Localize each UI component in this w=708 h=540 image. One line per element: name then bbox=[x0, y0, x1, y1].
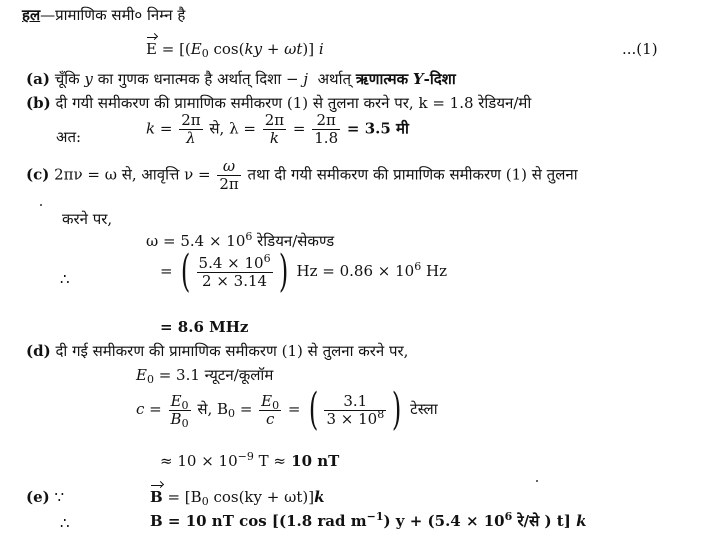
speck-2 bbox=[536, 480, 538, 482]
equation-tag: ...(1) bbox=[622, 40, 658, 58]
part-b-text: दी गयी समीकरण की प्रामाणिक समीकरण (1) से तुलना करने पर, bbox=[55, 94, 414, 112]
wavelength-line bbox=[146, 112, 409, 147]
approx-text: ≈ 10 × 10 bbox=[160, 452, 238, 470]
approx-line bbox=[160, 452, 339, 470]
part-d-text: दी गई समीकरण की प्रामाणिक समीकरण (1) से तुलना करने पर, bbox=[55, 342, 409, 360]
final-unit-k: k bbox=[576, 512, 587, 530]
unit-vector-k: k bbox=[314, 488, 325, 506]
frac-freq: $\frac{5.4 \times 10^6}{2 \times 3.14}$ bbox=[198, 251, 271, 290]
speck bbox=[40, 204, 42, 206]
final-answer bbox=[150, 512, 586, 530]
omega-line bbox=[146, 232, 334, 250]
freq-eq: = bbox=[160, 262, 173, 280]
wavelength-result: = 3.5 मी bbox=[346, 119, 409, 138]
b-vector-line bbox=[150, 488, 324, 506]
part-c-t2: तथा दी गयी समीकरण की प्रामाणिक समीकरण (1) से तुलना bbox=[247, 165, 578, 184]
heading-text: प्रामाणिक समी० निम्न है bbox=[55, 6, 186, 24]
part-b-kval: k = 1.8 रेडियन/मी bbox=[418, 94, 532, 112]
part-a-t2: का गुणक धनात्मक है अर्थात् दिशा bbox=[97, 70, 282, 88]
atah-mid: से, λ = bbox=[209, 119, 256, 138]
freq-rest-exp: 6 bbox=[414, 260, 422, 273]
part-a-t3: अर्थात् bbox=[317, 70, 352, 88]
final-exp2: 6 bbox=[504, 510, 513, 523]
therefore-symbol: ∴ bbox=[60, 270, 70, 288]
part-c-t1: 2πν = ω से, आवृत्ति ν = bbox=[54, 165, 211, 184]
e0-sub: 0 bbox=[146, 373, 154, 386]
part-a-var: y bbox=[84, 70, 93, 88]
part-a-direction-word: -दिशा bbox=[423, 70, 456, 88]
approx-t: T ≈ bbox=[253, 452, 286, 470]
solution-heading bbox=[22, 6, 185, 24]
final-text: B = 10 nT cos [(1.8 rad m bbox=[150, 512, 367, 530]
final-exp: −1 bbox=[366, 510, 384, 523]
eq1-arg: ky + ωt bbox=[244, 40, 303, 58]
part-a-y: Y bbox=[412, 70, 424, 88]
part-d-label: (d) bbox=[26, 342, 51, 360]
atah-label: अत: bbox=[56, 128, 82, 146]
frac-e0-c: $\frac{E_0}{c}$ bbox=[261, 391, 280, 428]
final-rest: ) y + (5.4 × 10 bbox=[383, 512, 505, 530]
eq1-part-b: cos( bbox=[208, 40, 245, 58]
freq-unit: Hz bbox=[421, 262, 447, 280]
frac-2pi-k: $\frac{2\pi}{k}$ bbox=[264, 111, 285, 147]
omega-text: ω = 5.4 × 10 bbox=[146, 232, 246, 250]
part-a-direction: − j bbox=[286, 70, 309, 88]
cline-eq2: = bbox=[287, 400, 301, 418]
b-vector: B bbox=[150, 488, 163, 506]
part-c bbox=[26, 158, 578, 193]
e-vector: E bbox=[146, 40, 157, 58]
part-d bbox=[26, 342, 408, 360]
part-e-rest: cos(ky + ωt)] bbox=[208, 488, 315, 506]
part-c-label: (c) bbox=[26, 165, 50, 184]
eq1-e0-sub: 0 bbox=[201, 47, 209, 60]
approx-result: 10 nT bbox=[285, 452, 340, 470]
part-b bbox=[26, 94, 531, 112]
cline-mid-sub: 0 bbox=[228, 407, 236, 420]
cline-mid: से, B bbox=[197, 400, 229, 418]
e0-line bbox=[136, 366, 273, 384]
because-symbol: ∵ bbox=[54, 488, 65, 506]
omega-unit: रेडियन/सेकण्ड bbox=[252, 232, 335, 250]
frac-2pi-lambda: $\frac{2\pi}{\lambda}$ bbox=[181, 111, 201, 147]
magnetic-field-line: c = $\frac{E_0}{B_0}$ से, $B_0$ = $\frac{E_0}{c}$ = ( $\frac{3.1}{3 \times 10^8}$ ) टेस्ला bbox=[136, 384, 438, 435]
part-a bbox=[26, 70, 456, 88]
freq-rest: Hz = 0.86 × 10 bbox=[296, 262, 415, 280]
frac-3-1: $\frac{3.1}{3 \times 10^8}$ bbox=[326, 391, 385, 428]
part-a-negative: ऋणात्मक bbox=[355, 70, 409, 88]
frac-2pi-18: $\frac{2\pi}{1.8}$ bbox=[314, 111, 339, 147]
heading-dash: — bbox=[40, 6, 56, 24]
therefore-symbol-2: ∴ bbox=[60, 514, 70, 532]
approx-exp: −9 bbox=[237, 450, 254, 463]
atah-eq: = bbox=[292, 119, 306, 138]
equation-1 bbox=[146, 40, 324, 58]
unit-vector-i: i bbox=[318, 40, 324, 58]
atah-k: k = bbox=[146, 119, 173, 138]
part-e-label: (e) bbox=[26, 488, 50, 506]
tesla-unit: टेस्ला bbox=[410, 400, 438, 418]
frequency-line: = ( $\frac{5.4 \times 10^6}{2 \times 3.14}$ ) $Hz = 0.86 \times 10^6$ Hz bbox=[160, 246, 447, 297]
part-e-rhs: = [B bbox=[167, 488, 202, 506]
e0-text: = 3.1 न्यूटन/कूलॉम bbox=[153, 366, 274, 384]
cline-eq: = bbox=[235, 400, 253, 418]
part-c-continued: करने पर, bbox=[62, 210, 113, 228]
frac-e0-b0: $\frac{E_0}{B_0}$ bbox=[170, 391, 189, 430]
part-e-sub: 0 bbox=[201, 495, 209, 508]
final-rest2: रे/से ) t] bbox=[512, 512, 571, 530]
e0-symbol: E bbox=[136, 366, 147, 384]
part-a-t1: चूँकि bbox=[54, 70, 80, 88]
frequency-result: = 8.6 MHz bbox=[160, 318, 249, 336]
part-e bbox=[26, 488, 64, 506]
c-symbol: c = bbox=[136, 400, 162, 418]
heading-label: हल bbox=[22, 6, 41, 24]
frac-omega-2pi: $\frac{\omega}{2\pi}$ bbox=[219, 157, 239, 193]
part-a-label: (a) bbox=[26, 70, 50, 88]
eq1-e0: E bbox=[190, 40, 202, 58]
eq1-part-c: )] bbox=[302, 40, 315, 58]
omega-exp: 6 bbox=[245, 230, 253, 243]
part-b-label: (b) bbox=[26, 94, 51, 112]
eq1-part-a: = [( bbox=[161, 40, 191, 58]
